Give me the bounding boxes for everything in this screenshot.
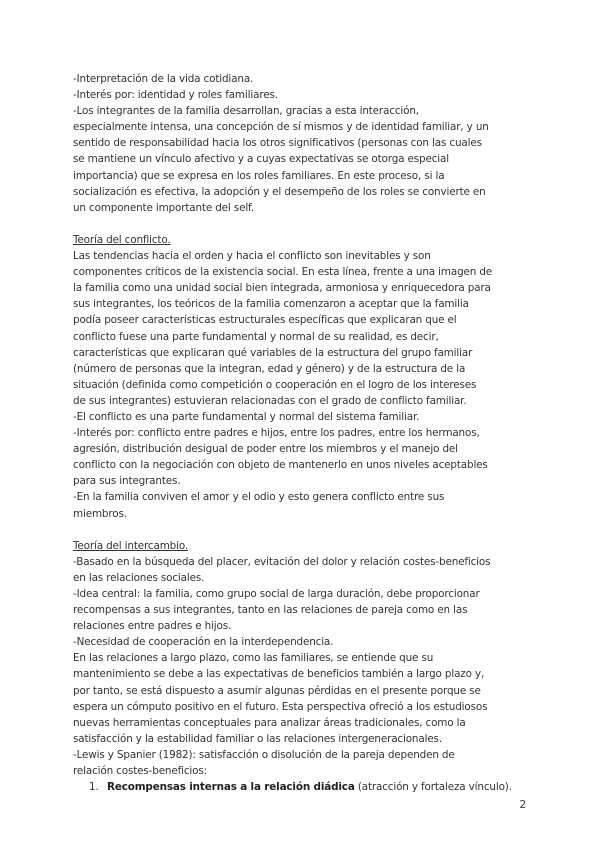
text-line: espera un cómputo positivo en el futuro. Esta perspectiva ofreció a los estudiosos: [73, 700, 488, 713]
text-line: relación costes-beneficios:: [73, 765, 207, 778]
text-line: -El conflicto es una parte fundamental y normal del sistema familiar.: [73, 410, 420, 423]
text-line: especialmente intensa, una concepción de sí mismos y de identidad familiar, y un: [73, 121, 489, 134]
text-line: -Interés por: identidad y roles familiares.: [73, 89, 278, 102]
text-line: (número de personas que la integran, edad y género) y de la estructura de la: [73, 362, 466, 375]
text-line: conflicto fuese una parte fundamental y normal de su realidad, es decir,: [73, 330, 439, 343]
text-line: agresión, distribución desigual de poder entre los miembros y el manejo del: [73, 443, 458, 456]
conflict-section: [73, 232, 535, 522]
list-item-text: (atracción y fortaleza vínculo).: [354, 781, 512, 794]
text-line: para sus integrantes.: [73, 475, 181, 488]
text-line: nuevas herramientas conceptuales para analizar áreas tradicionales, como la: [73, 716, 466, 729]
text-line: sus integrantes, los teóricos de la familia comenzaron a aceptar que la familia: [73, 298, 469, 311]
list-item-bold-text: Recompensas internas a la relación diádica: [107, 781, 355, 794]
text-line: relaciones entre padres e hijos.: [73, 620, 232, 633]
text-line: Las tendencias hacia el orden y hacia el conflicto son inevitables y son: [73, 250, 431, 263]
text-line: componentes críticos de la existencia social. En esta línea, frente a una imagen de: [73, 266, 493, 279]
text-line: En las relaciones a largo plazo, como las familiares, se entiende que su: [73, 652, 434, 665]
list-number: 1.: [89, 781, 99, 794]
text-line: satisfacción y la estabilidad familiar o las relaciones intergeneracionales.: [73, 732, 442, 745]
text-line: características que explicaran qué variables de la estructura del grupo familiar: [73, 346, 473, 359]
paragraph-spacer: [73, 216, 535, 232]
text-line: sentido de responsabilidad hacia los otros significativos (personas con las cuales: [73, 137, 482, 150]
text-line: de sus integrantes) estuvieran relacionadas con el grado de conflicto familiar.: [73, 394, 467, 407]
text-line: miembros.: [73, 507, 127, 520]
section-heading-conflict: Teoría del conflicto.: [73, 233, 171, 246]
text-line: un componente importante del self.: [73, 201, 254, 214]
text-line: importancia) que se expresa en los roles familiares. En este proceso, si la: [73, 169, 445, 182]
text-line: se mantiene un vínculo afectivo y a cuyas expectativas se otorga especial: [73, 153, 449, 166]
text-line: mantenimiento se debe a las expectativas de beneficios también a largo plazo y,: [73, 668, 485, 681]
text-line: -Los integrantes de la familia desarrollan, gracias a esta interacción,: [73, 105, 419, 118]
text-line: -Basado en la búsqueda del placer, evitación del dolor y relación costes-beneficios: [73, 555, 491, 568]
section-heading-exchange: Teoría del intercambio.: [73, 539, 189, 552]
paragraph-spacer: [73, 522, 535, 538]
text-line: la familia como una unidad social bien integrada, armoniosa y enriquecedora para: [73, 282, 491, 295]
text-line: socialización es efectiva, la adopción y el desempeño de los roles se convierte en: [73, 185, 486, 198]
text-line: -Lewis y Spanier (1982): satisfacción o disolución de la pareja dependen de: [73, 748, 455, 761]
intro-section: [73, 71, 535, 216]
text-line: -Idea central: la familia, como grupo social de larga duración, debe proporcionar: [73, 588, 480, 600]
text-line: recompensas a sus integrantes, tanto en las relaciones de pareja como en las: [73, 604, 468, 617]
text-line: -En la familia conviven el amor y el odio y esto genera conflicto entre sus: [73, 491, 445, 504]
text-line: -Necesidad de cooperación en la interdependencia.: [73, 636, 334, 649]
page-number: 2: [519, 799, 526, 811]
text-line: podía poseer características estructurales específicas que explicaran que el: [73, 314, 457, 327]
text-line: conflicto con la negociación con objeto de mantenerlo en unos niveles aceptables: [73, 459, 488, 472]
text-line: en las relaciones sociales.: [73, 571, 205, 584]
text-line: -Interés por: conflicto entre padres e hijos, entre los padres, entre los hermanos,: [73, 427, 480, 440]
page-content: [73, 71, 535, 795]
list-item: [73, 779, 535, 795]
exchange-section: [73, 538, 535, 796]
text-line: situación (definida como competición o cooperación en el logro de los intereses: [73, 378, 477, 391]
text-line: por tanto, se está dispuesto a asumir algunas pérdidas en el presente porque se: [73, 684, 481, 697]
text-line: -Interpretación de la vida cotidiana.: [73, 73, 254, 85]
